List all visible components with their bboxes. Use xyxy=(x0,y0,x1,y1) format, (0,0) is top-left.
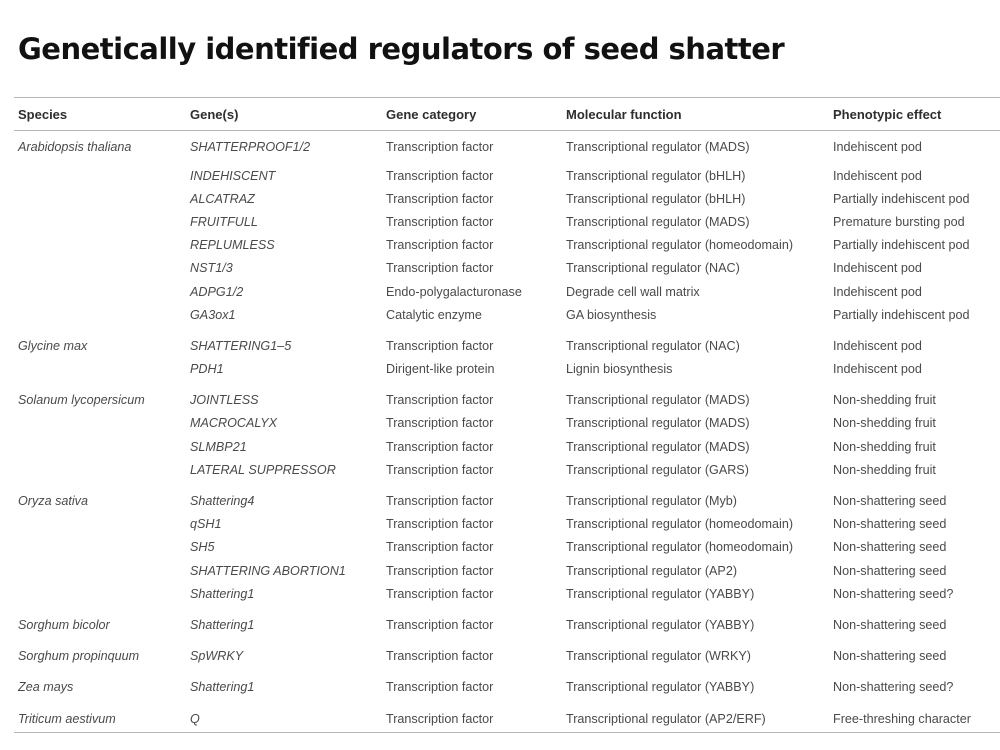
function-cell: Transcriptional regulator (Myb) xyxy=(566,494,738,509)
category-cell: Transcription factor xyxy=(386,680,494,695)
function-cell: Transcriptional regulator (GARS) xyxy=(566,462,749,477)
category-cell: Transcription factor xyxy=(386,191,494,206)
phenotype-cell: Non-shedding fruit xyxy=(833,416,936,431)
regulators-table xyxy=(0,98,1000,730)
table-row xyxy=(0,513,1000,536)
species-cell xyxy=(0,458,190,481)
gene-cell: ALCATRAZ xyxy=(190,191,255,206)
table-row xyxy=(0,164,1000,187)
species-cell: Triticum aestivum xyxy=(18,711,116,726)
phenotype-cell: Non-shattering seed xyxy=(833,517,947,532)
phenotype-cell: Premature bursting pod xyxy=(833,214,965,229)
species-cell: Glycine max xyxy=(18,338,88,353)
category-cell: Transcription factor xyxy=(386,416,494,431)
table-row xyxy=(0,559,1000,582)
table-row xyxy=(0,412,1000,435)
phenotype-cell: Non-shattering seed xyxy=(833,540,947,555)
category-cell: Transcription factor xyxy=(386,494,494,509)
table-bottom-rule xyxy=(14,732,1000,733)
function-cell: Lignin biosynthesis xyxy=(566,362,673,377)
gene-cell: GA3ox1 xyxy=(190,307,236,322)
category-cell: Transcription factor xyxy=(386,140,494,154)
category-cell: Transcription factor xyxy=(386,517,494,532)
function-cell: Transcriptional regulator (homeodomain) xyxy=(566,238,794,253)
species-cell: Arabidopsis thaliana xyxy=(18,140,132,154)
page-title: Genetically identified regulators of seed shatter xyxy=(18,32,785,66)
header-function: Molecular function xyxy=(566,106,682,122)
category-cell: Catalytic enzyme xyxy=(386,307,482,322)
table-row xyxy=(0,280,1000,303)
category-cell: Transcription factor xyxy=(386,168,494,183)
function-cell: Transcriptional regulator (AP2/ERF) xyxy=(566,711,766,726)
table-row xyxy=(0,536,1000,559)
species-cell: Sorghum propinquum xyxy=(18,649,140,664)
gene-cell: Shattering1 xyxy=(190,586,255,601)
species-cell xyxy=(0,280,190,303)
species-cell xyxy=(0,303,190,326)
table-row xyxy=(0,358,1000,381)
category-cell: Transcription factor xyxy=(386,586,494,601)
species-cell xyxy=(0,435,190,458)
phenotype-cell: Non-shattering seed? xyxy=(833,586,954,601)
function-cell: Transcriptional regulator (bHLH) xyxy=(566,191,746,206)
group-separator xyxy=(0,481,1000,489)
group-separator xyxy=(0,381,1000,389)
header-species: Species xyxy=(18,106,68,122)
table-row xyxy=(0,210,1000,233)
species-cell xyxy=(0,536,190,559)
gene-cell: Q xyxy=(190,711,200,726)
gene-cell: Shattering1 xyxy=(190,680,255,695)
phenotype-cell: Indehiscent pod xyxy=(833,140,922,154)
table-row xyxy=(0,613,1000,636)
species-cell: Solanum lycopersicum xyxy=(18,393,145,408)
category-cell: Transcription factor xyxy=(386,439,494,454)
table-row xyxy=(0,334,1000,357)
species-cell: Oryza sativa xyxy=(18,494,88,509)
phenotype-cell: Non-shattering seed xyxy=(833,494,947,509)
phenotype-cell: Non-shedding fruit xyxy=(833,393,936,408)
table-row xyxy=(0,707,1000,730)
table-row xyxy=(0,257,1000,280)
gene-cell: Shattering1 xyxy=(190,617,255,632)
function-cell: Transcriptional regulator (homeodomain) xyxy=(566,540,794,555)
phenotype-cell: Indehiscent pod xyxy=(833,338,922,353)
table-row xyxy=(0,187,1000,210)
phenotype-cell: Non-shattering seed? xyxy=(833,680,954,695)
gene-cell: SH5 xyxy=(190,540,215,555)
species-cell xyxy=(0,164,190,187)
phenotype-cell: Free-threshing character xyxy=(833,711,971,726)
gene-cell: SpWRKY xyxy=(190,649,244,664)
phenotype-cell: Indehiscent pod xyxy=(833,261,922,276)
function-cell: Transcriptional regulator (WRKY) xyxy=(566,649,751,664)
table-row xyxy=(0,389,1000,412)
category-cell: Transcription factor xyxy=(386,462,494,477)
function-cell: Degrade cell wall matrix xyxy=(566,284,700,299)
category-cell: Transcription factor xyxy=(386,238,494,253)
table-row xyxy=(0,234,1000,257)
table-row xyxy=(0,582,1000,605)
category-cell: Transcription factor xyxy=(386,649,494,664)
gene-cell: qSH1 xyxy=(190,517,222,532)
category-cell: Transcription factor xyxy=(386,617,494,632)
category-cell: Endo-polygalacturonase xyxy=(386,284,522,299)
gene-cell: SHATTERING1–5 xyxy=(190,338,292,353)
table-body xyxy=(0,130,1000,730)
species-cell xyxy=(0,257,190,280)
table-row xyxy=(0,645,1000,668)
function-cell: Transcriptional regulator (YABBY) xyxy=(566,680,755,695)
group-separator xyxy=(0,326,1000,334)
group-separator xyxy=(0,605,1000,613)
category-cell: Dirigent-like protein xyxy=(386,362,495,377)
category-cell: Transcription factor xyxy=(386,393,494,408)
gene-cell: INDEHISCENT xyxy=(190,168,276,183)
category-cell: Transcription factor xyxy=(386,563,494,578)
phenotype-cell: Indehiscent pod xyxy=(833,362,922,377)
table-row xyxy=(0,130,1000,164)
group-separator xyxy=(0,637,1000,645)
table-row xyxy=(0,303,1000,326)
species-cell xyxy=(0,210,190,233)
phenotype-cell: Non-shattering seed xyxy=(833,649,947,664)
phenotype-cell: Partially indehiscent pod xyxy=(833,191,970,206)
phenotype-cell: Non-shattering seed xyxy=(833,563,947,578)
category-cell: Transcription factor xyxy=(386,214,494,229)
phenotype-cell: Partially indehiscent pod xyxy=(833,238,970,253)
species-cell xyxy=(0,234,190,257)
function-cell: GA biosynthesis xyxy=(566,307,657,322)
species-cell: Sorghum bicolor xyxy=(18,617,110,632)
species-cell xyxy=(0,358,190,381)
gene-cell: FRUITFULL xyxy=(190,214,258,229)
function-cell: Transcriptional regulator (MADS) xyxy=(566,416,750,431)
function-cell: Transcriptional regulator (YABBY) xyxy=(566,617,755,632)
gene-cell: SHATTERING ABORTION1 xyxy=(190,563,346,578)
function-cell: Transcriptional regulator (MADS) xyxy=(566,140,750,154)
function-cell: Transcriptional regulator (homeodomain) xyxy=(566,517,794,532)
gene-cell: ADPG1/2 xyxy=(190,284,244,299)
table-row xyxy=(0,676,1000,699)
table-row xyxy=(0,458,1000,481)
phenotype-cell: Non-shedding fruit xyxy=(833,462,936,477)
table-header-row xyxy=(0,98,1000,130)
gene-cell: REPLUMLESS xyxy=(190,238,275,253)
function-cell: Transcriptional regulator (bHLH) xyxy=(566,168,746,183)
species-cell xyxy=(0,513,190,536)
table-row xyxy=(0,489,1000,512)
category-cell: Transcription factor xyxy=(386,711,494,726)
header-phenotype: Phenotypic effect xyxy=(833,106,942,122)
gene-cell: Shattering4 xyxy=(190,494,255,509)
header-category: Gene category xyxy=(386,106,477,122)
function-cell: Transcriptional regulator (AP2) xyxy=(566,563,738,578)
gene-cell: MACROCALYX xyxy=(190,416,278,431)
phenotype-cell: Indehiscent pod xyxy=(833,168,922,183)
function-cell: Transcriptional regulator (NAC) xyxy=(566,261,740,276)
function-cell: Transcriptional regulator (MADS) xyxy=(566,214,750,229)
function-cell: Transcriptional regulator (MADS) xyxy=(566,439,750,454)
species-cell xyxy=(0,582,190,605)
phenotype-cell: Non-shedding fruit xyxy=(833,439,936,454)
gene-cell: SLMBP21 xyxy=(190,439,247,454)
gene-cell: LATERAL SUPPRESSOR xyxy=(190,462,336,477)
table-row xyxy=(0,435,1000,458)
phenotype-cell: Indehiscent pod xyxy=(833,284,922,299)
gene-cell: NST1/3 xyxy=(190,261,233,276)
species-cell xyxy=(0,412,190,435)
header-gene: Gene(s) xyxy=(190,106,239,122)
phenotype-cell: Non-shattering seed xyxy=(833,617,947,632)
species-cell: Zea mays xyxy=(18,680,74,695)
species-cell xyxy=(0,187,190,210)
phenotype-cell: Partially indehiscent pod xyxy=(833,307,970,322)
category-cell: Transcription factor xyxy=(386,540,494,555)
category-cell: Transcription factor xyxy=(386,261,494,276)
function-cell: Transcriptional regulator (MADS) xyxy=(566,393,750,408)
group-separator xyxy=(0,668,1000,676)
gene-cell: PDH1 xyxy=(190,362,224,377)
gene-cell: JOINTLESS xyxy=(190,393,259,408)
function-cell: Transcriptional regulator (YABBY) xyxy=(566,586,755,601)
species-cell xyxy=(0,559,190,582)
group-separator xyxy=(0,699,1000,707)
function-cell: Transcriptional regulator (NAC) xyxy=(566,338,740,353)
gene-cell: SHATTERPROOF1/2 xyxy=(190,140,311,154)
category-cell: Transcription factor xyxy=(386,338,494,353)
